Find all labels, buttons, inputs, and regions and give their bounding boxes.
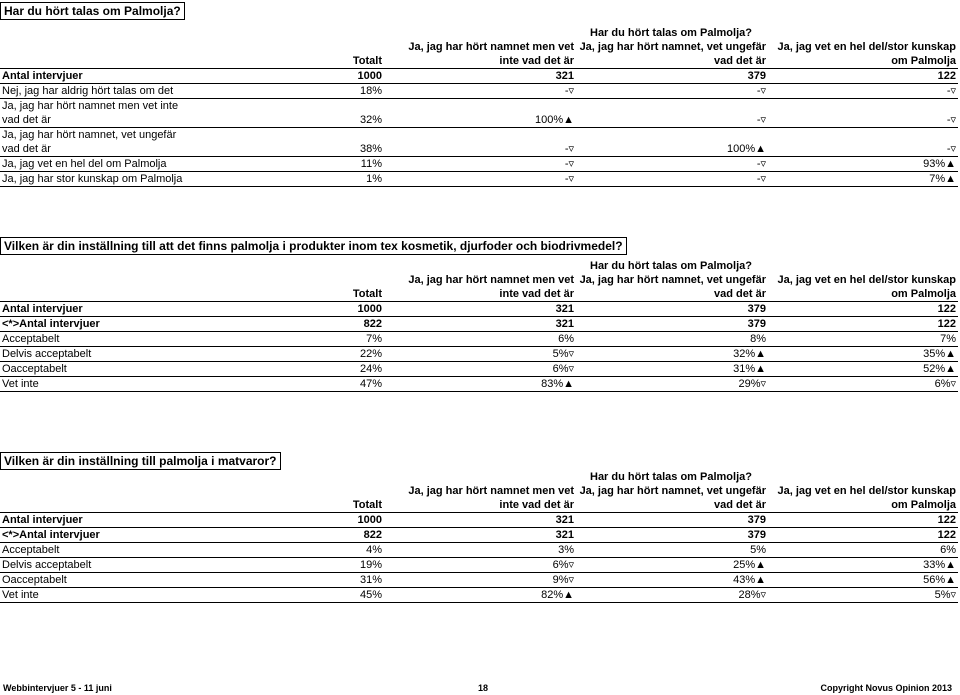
- cell-value: 822: [192, 317, 384, 332]
- row-label: Antal intervjuer: [0, 513, 192, 528]
- crosstab-2: [0, 259, 958, 392]
- cell-value: 6%▿: [384, 362, 576, 377]
- col-header-total: Totalt: [352, 55, 382, 67]
- col-header-c1: Ja, jag har hört namnet men vet inte vad det är: [408, 41, 574, 67]
- cell-value: 56%▲: [768, 573, 958, 588]
- cell-value: 5%: [576, 543, 768, 558]
- banner-header: Har du hört talas om Palmolja?: [590, 260, 752, 272]
- crosstab-3: [0, 470, 958, 603]
- cell-value: 33%▲: [768, 558, 958, 573]
- cell-value: 122: [768, 317, 958, 332]
- table-row: [0, 332, 958, 347]
- cell-value: 1000: [192, 69, 384, 84]
- section-2-title: Vilken är din inställning till att det finns palmolja i produkter inom tex kosmetik, djurfoder och biodrivmedel?: [0, 237, 627, 255]
- cell-value: 379: [576, 528, 768, 543]
- table-row: [0, 362, 958, 377]
- cell-value: 1000: [192, 513, 384, 528]
- base-row: [0, 528, 958, 543]
- cell-value: 28%▿: [576, 588, 768, 603]
- cell-value: 32%: [192, 99, 384, 128]
- row-label: Ja, jag vet en hel del om Palmolja: [0, 157, 192, 172]
- table-row: [0, 157, 958, 172]
- col-header-c1: Ja, jag har hört namnet men vet inte vad det är: [408, 485, 574, 511]
- col-header-total: Totalt: [352, 499, 382, 511]
- cell-value: 5%▿: [384, 347, 576, 362]
- banner-header: Har du hört talas om Palmolja?: [590, 27, 752, 39]
- row-label: Vet inte: [0, 588, 192, 603]
- cell-value: 5%▿: [768, 588, 958, 603]
- cell-value: -▿: [576, 172, 768, 187]
- cell-value: 82%▲: [384, 588, 576, 603]
- cell-value: 321: [384, 317, 576, 332]
- cell-value: -▿: [384, 128, 576, 157]
- cell-value: -▿: [576, 157, 768, 172]
- cell-value: 1%: [192, 172, 384, 187]
- row-label: Antal intervjuer: [0, 69, 192, 84]
- cell-value: 31%: [192, 573, 384, 588]
- section-3-title: Vilken är din inställning till palmolja i matvaror?: [0, 452, 281, 470]
- col-header-c2: Ja, jag har hört namnet, vet ungefär vad det är: [579, 41, 766, 67]
- row-label: Oacceptabelt: [0, 573, 192, 588]
- col-header-c1: Ja, jag har hört namnet men vet inte vad det är: [408, 274, 574, 300]
- cell-value: 52%▲: [768, 362, 958, 377]
- table-row: [0, 377, 958, 392]
- cell-value: 18%: [192, 84, 384, 99]
- cell-value: 35%▲: [768, 347, 958, 362]
- col-header-c3: Ja, jag vet en hel del/stor kunskap om Palmolja: [777, 485, 956, 511]
- section-2: [0, 237, 960, 255]
- cell-value: 321: [384, 513, 576, 528]
- cell-value: 6%: [384, 332, 576, 347]
- cell-value: 31%▲: [576, 362, 768, 377]
- cell-value: 822: [192, 528, 384, 543]
- base-row: [0, 513, 958, 528]
- table-row: [0, 99, 958, 128]
- section-3: [0, 452, 960, 470]
- cell-value: 43%▲: [576, 573, 768, 588]
- col-header-c3: Ja, jag vet en hel del/stor kunskap om Palmolja: [777, 274, 956, 300]
- cell-value: 6%: [768, 543, 958, 558]
- cell-value: 7%: [192, 332, 384, 347]
- footer-fieldwork: Webbintervjuer 5 - 11 juni: [3, 683, 112, 693]
- row-label: Delvis acceptabelt: [0, 558, 192, 573]
- cell-value: -▿: [768, 99, 958, 128]
- row-label: Acceptabelt: [0, 543, 192, 558]
- cell-value: 379: [576, 302, 768, 317]
- page-number: 18: [478, 683, 489, 693]
- row-label: Nej, jag har aldrig hört talas om det: [0, 84, 192, 99]
- crosstab-1-body: [0, 69, 958, 187]
- cell-value: 24%: [192, 362, 384, 377]
- row-label: Ja, jag har hört namnet, vet ungefär vad det är: [0, 128, 192, 157]
- cell-value: 45%: [192, 588, 384, 603]
- col-header-total: Totalt: [352, 288, 382, 300]
- cell-value: 22%: [192, 347, 384, 362]
- cell-value: 9%▿: [384, 573, 576, 588]
- cell-value: -▿: [576, 84, 768, 99]
- row-label: Antal intervjuer: [0, 302, 192, 317]
- cell-value: 83%▲: [384, 377, 576, 392]
- table-row: [0, 347, 958, 362]
- cell-value: 29%▿: [576, 377, 768, 392]
- cell-value: -▿: [384, 157, 576, 172]
- col-header-c3: Ja, jag vet en hel del/stor kunskap om Palmolja: [777, 41, 956, 67]
- footer-copyright: Copyright Novus Opinion 2013: [820, 683, 952, 693]
- table-row: [0, 543, 958, 558]
- row-label: Ja, jag har stor kunskap om Palmolja: [0, 172, 192, 187]
- cell-value: 6%▿: [768, 377, 958, 392]
- cell-value: 47%: [192, 377, 384, 392]
- cell-value: 379: [576, 69, 768, 84]
- cell-value: 32%▲: [576, 347, 768, 362]
- base-row: [0, 69, 958, 84]
- row-label: Vet inte: [0, 377, 192, 392]
- cell-value: 321: [384, 69, 576, 84]
- col-header-c2: Ja, jag har hört namnet, vet ungefär vad det är: [579, 274, 766, 300]
- table-row: [0, 128, 958, 157]
- row-label: Delvis acceptabelt: [0, 347, 192, 362]
- table-row: [0, 84, 958, 99]
- cell-value: 122: [768, 302, 958, 317]
- cell-value: 4%: [192, 543, 384, 558]
- row-label: <*>Antal intervjuer: [0, 317, 192, 332]
- cell-value: 122: [768, 69, 958, 84]
- cell-value: 122: [768, 528, 958, 543]
- cell-value: 100%▲: [576, 128, 768, 157]
- crosstab-1: [0, 26, 958, 187]
- cell-value: 321: [384, 528, 576, 543]
- table-row: [0, 573, 958, 588]
- row-label: Acceptabelt: [0, 332, 192, 347]
- cell-value: 6%▿: [384, 558, 576, 573]
- cell-value: -▿: [384, 172, 576, 187]
- cell-value: 38%: [192, 128, 384, 157]
- cell-value: 7%: [768, 332, 958, 347]
- row-label: Oacceptabelt: [0, 362, 192, 377]
- crosstab-2-body: [0, 302, 958, 392]
- cell-value: 1000: [192, 302, 384, 317]
- section-1-title: Har du hört talas om Palmolja?: [0, 2, 185, 20]
- section-1: [0, 2, 960, 20]
- cell-value: 122: [768, 513, 958, 528]
- row-label: Ja, jag har hört namnet men vet inte vad det är: [0, 99, 192, 128]
- cell-value: 8%: [576, 332, 768, 347]
- cell-value: -▿: [768, 128, 958, 157]
- cell-value: 321: [384, 302, 576, 317]
- cell-value: 100%▲: [384, 99, 576, 128]
- row-label: <*>Antal intervjuer: [0, 528, 192, 543]
- col-header-c2: Ja, jag har hört namnet, vet ungefär vad det är: [579, 485, 766, 511]
- crosstab-3-body: [0, 513, 958, 603]
- cell-value: -▿: [576, 99, 768, 128]
- banner-header: Har du hört talas om Palmolja?: [590, 471, 752, 483]
- cell-value: 379: [576, 317, 768, 332]
- cell-value: 93%▲: [768, 157, 958, 172]
- table-row: [0, 588, 958, 603]
- table-row: [0, 558, 958, 573]
- cell-value: -▿: [384, 84, 576, 99]
- cell-value: 3%: [384, 543, 576, 558]
- cell-value: 25%▲: [576, 558, 768, 573]
- cell-value: -▿: [768, 84, 958, 99]
- base-row: [0, 317, 958, 332]
- cell-value: 11%: [192, 157, 384, 172]
- cell-value: 379: [576, 513, 768, 528]
- cell-value: 19%: [192, 558, 384, 573]
- table-row: [0, 172, 958, 187]
- base-row: [0, 302, 958, 317]
- cell-value: 7%▲: [768, 172, 958, 187]
